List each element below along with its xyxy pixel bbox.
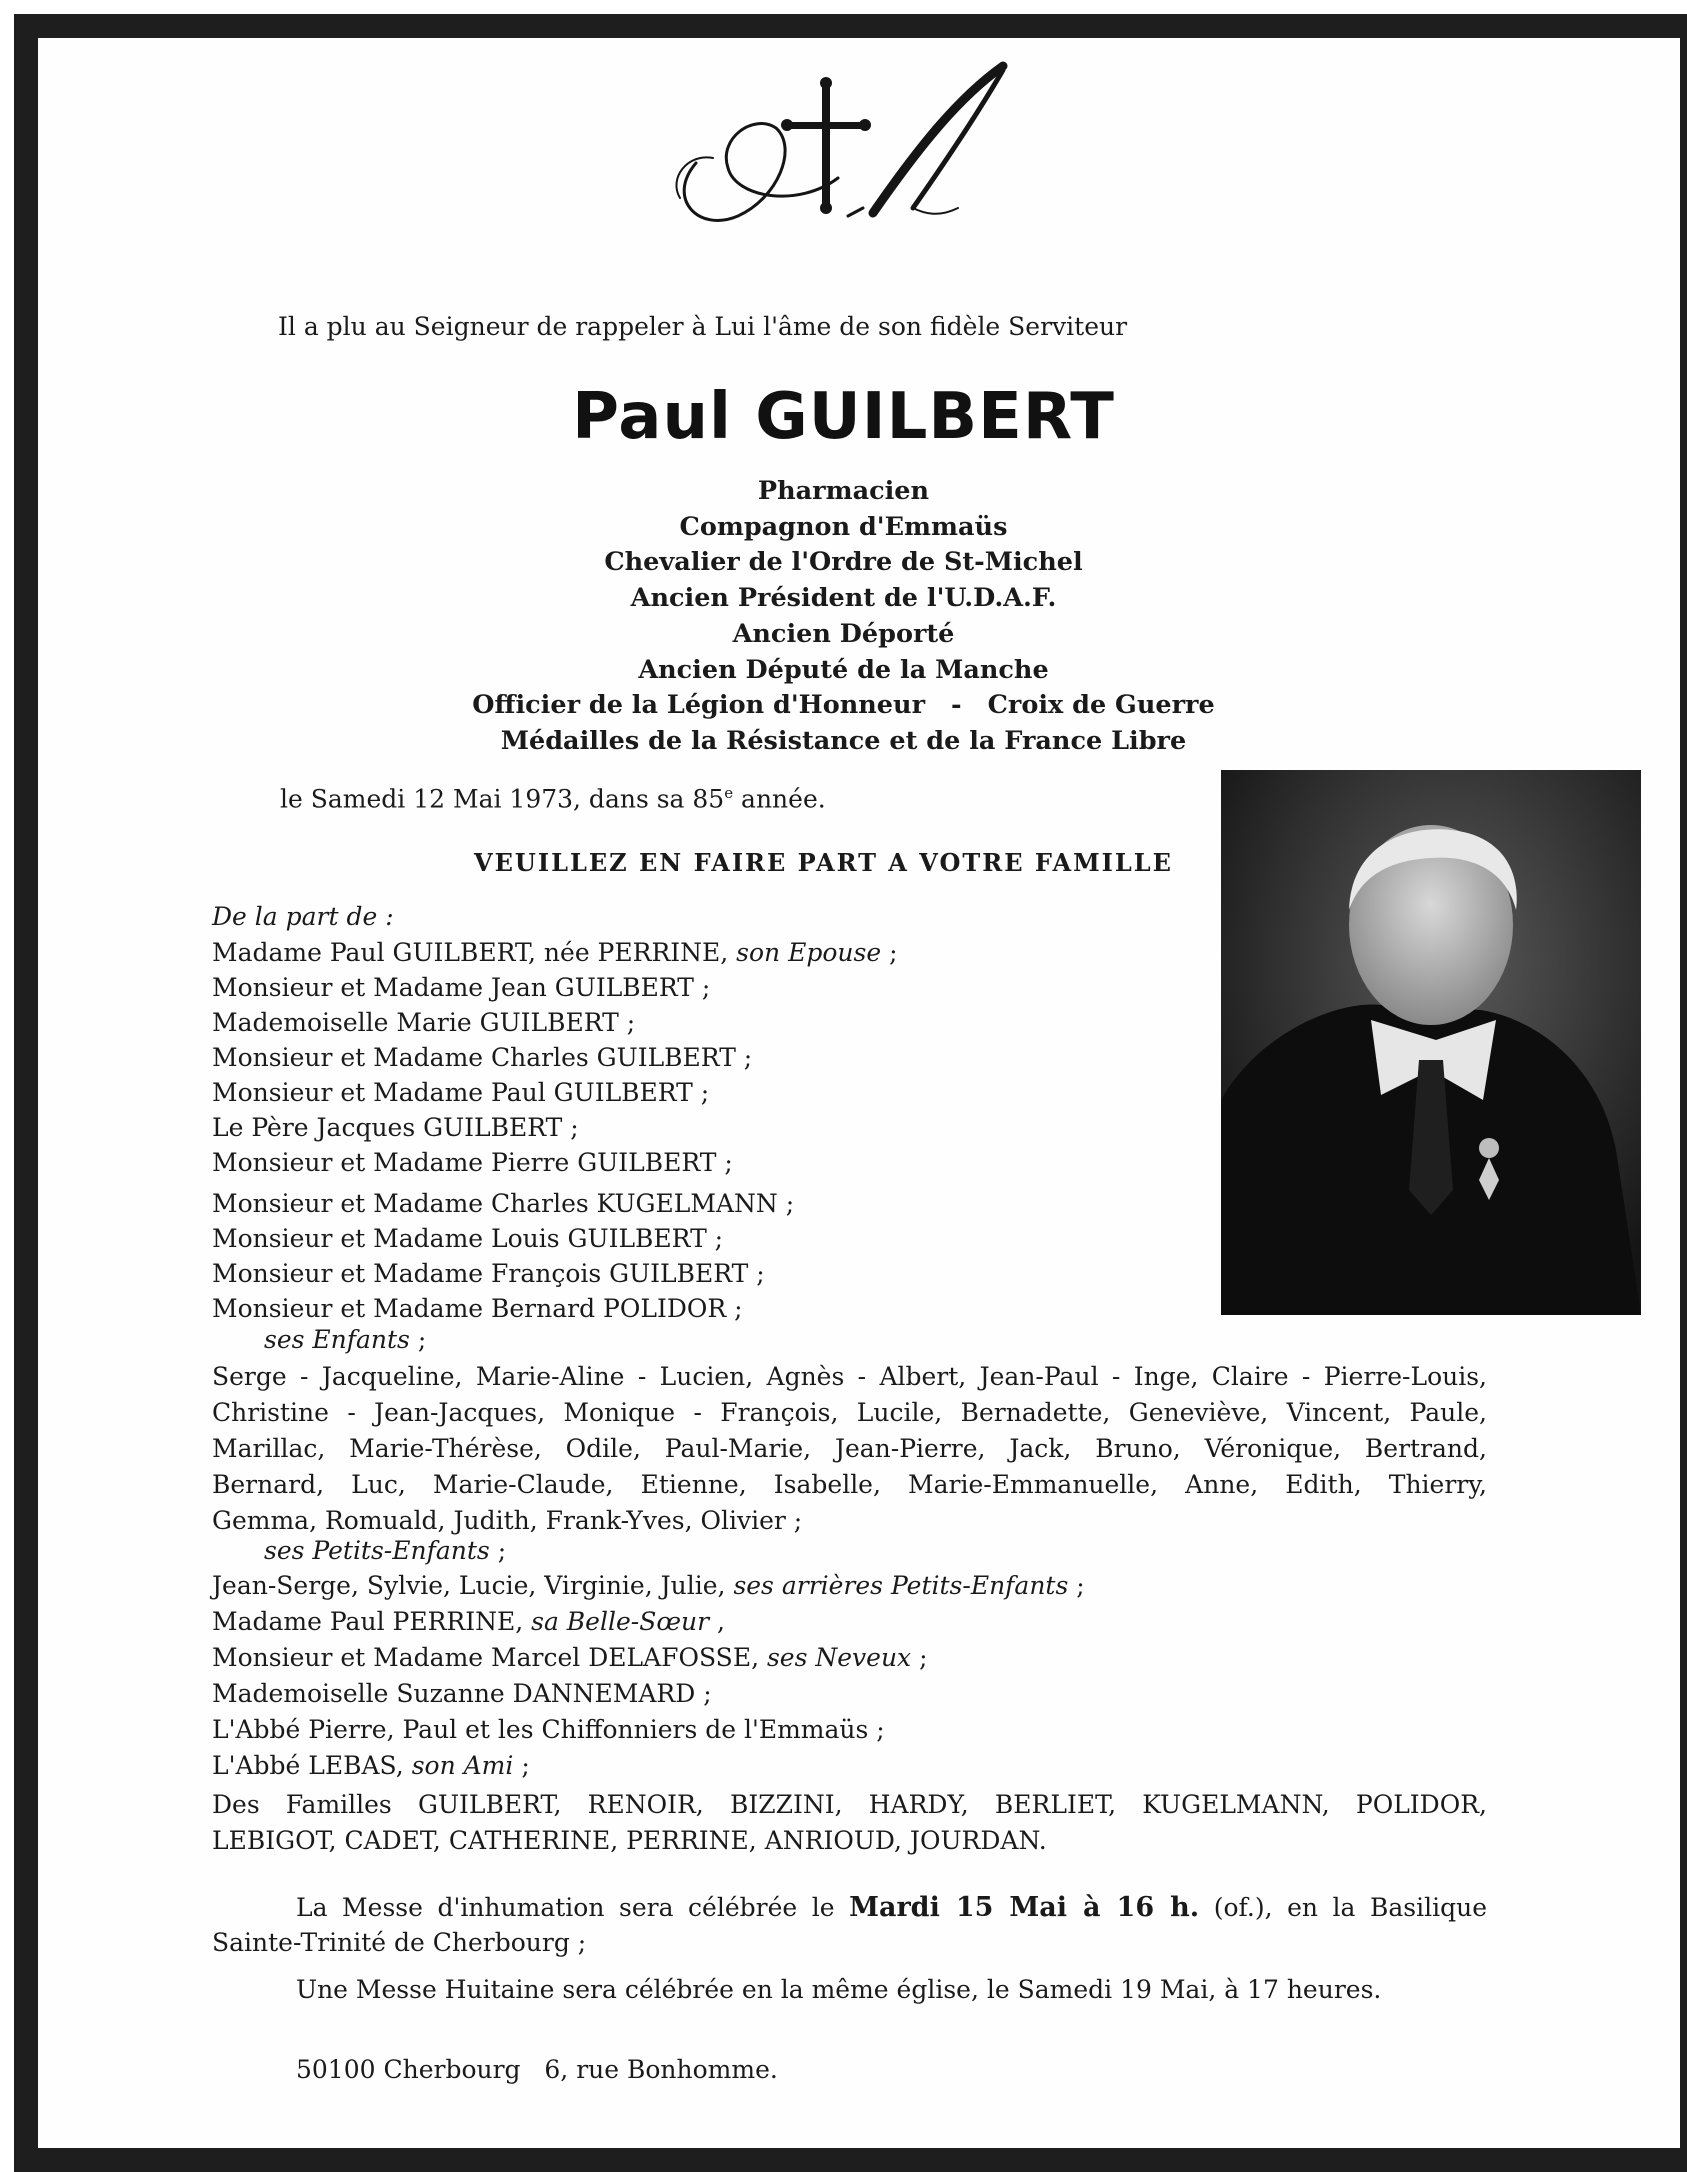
child-line: Monsieur et Madame Louis GUILBERT ; [212, 1224, 724, 1253]
child-line: Monsieur et Madame Charles GUILBERT ; [212, 1043, 753, 1072]
title-line: Ancien Député de la Manche [638, 654, 1049, 685]
title-line: Chevalier de l'Ordre de St-Michel [604, 547, 1083, 578]
huitaine-line: Une Messe Huitaine sera célébrée en la même église, le Samedi 19 Mai, à 17 heures. [296, 1975, 1382, 2004]
croix-de-guerre: Croix de Guerre [987, 690, 1215, 721]
children-label: ses Enfants ; [264, 1325, 427, 1354]
medals-line: Médailles de la Résistance et de la France Libre [500, 725, 1187, 756]
child-line: Monsieur et Madame Bernard POLIDOR ; [212, 1294, 743, 1323]
dannemard-line: Mademoiselle Suzanne DANNEMARD ; [212, 1679, 712, 1708]
cross-monogram-icon [658, 58, 1048, 238]
mass-location: Sainte-Trinité de Cherbourg ; [212, 1928, 587, 1957]
death-date: le Samedi 12 Mai 1973, dans sa 85e année. [280, 784, 826, 814]
child-line: Monsieur et Madame Jean GUILBERT ; [212, 973, 711, 1002]
grandchildren-line: Gemma, Romuald, Judith, Frank-Yves, Olivier ; [212, 1506, 803, 1535]
title-line: Pharmacien [757, 476, 930, 506]
child-line: Mademoiselle Marie GUILBERT ; [212, 1008, 636, 1037]
great-grandchildren-line: Jean-Serge, Sylvie, Lucie, Virginie, Julie, ses arrières Petits-Enfants ; [212, 1571, 1085, 1600]
address: 50100 Cherbourg 6, rue Bonhomme. [296, 2055, 778, 2084]
child-line: Monsieur et Madame Charles KUGELMANN ; [212, 1189, 795, 1218]
child-line: Monsieur et Madame Pierre GUILBERT ; [212, 1148, 733, 1177]
grandchildren-label: ses Petits-Enfants ; [264, 1536, 507, 1565]
title-line: Compagnon d'Emmaüs [679, 511, 1008, 542]
nephews-line: Monsieur et Madame Marcel DELAFOSSE, ses Neveux ; [212, 1643, 928, 1672]
title-line: Ancien Président de l'U.D.A.F. [630, 583, 1057, 614]
grandchildren-line: Marillac, Marie-Thérèse, Odile, Paul-Marie, Jean-Pierre, Jack, Bruno, Véronique, Bertrand, [212, 1434, 1487, 1463]
sister-in-law-line: Madame Paul PERRINE, sa Belle-Sœur , [212, 1607, 726, 1636]
titles-block [0, 474, 1687, 760]
grandchildren-line: Serge - Jacqueline, Marie-Aline - Lucien, Agnès - Albert, Jean-Paul - Inge, Claire - Pierre-Louis, [212, 1362, 1487, 1391]
legion-honneur: Officier de la Légion d'Honneur [472, 690, 926, 721]
from-label: De la part de : [212, 902, 394, 931]
child-line: Monsieur et Madame François GUILBERT ; [212, 1259, 765, 1288]
friend-line: L'Abbé LEBAS, son Ami ; [212, 1751, 530, 1780]
emmaus-line: L'Abbé Pierre, Paul et les Chiffonniers de l'Emmaüs ; [212, 1715, 885, 1744]
grandchildren-line: Bernard, Luc, Marie-Claude, Etienne, Isabelle, Marie-Emmanuelle, Anne, Edith, Thierry, [212, 1470, 1487, 1499]
title-line: Ancien Déporté [732, 618, 955, 649]
mass-line: La Messe d'inhumation sera célébrée le Mardi 15 Mai à 16 h. (of.), en la Basilique [296, 1892, 1488, 1923]
request-heading: VEUILLEZ EN FAIRE PART A VOTRE FAMILLE [474, 848, 1173, 877]
child-line: Le Père Jacques GUILBERT ; [212, 1113, 579, 1142]
families-line: Des Familles GUILBERT, RENOIR, BIZZINI, HARDY, BERLIET, KUGELMANN, POLIDOR, [212, 1790, 1487, 1819]
portrait-photo [1221, 770, 1641, 1315]
child-line: Monsieur et Madame Paul GUILBERT ; [212, 1078, 710, 1107]
deceased-name: Paul GUILBERT [572, 380, 1115, 454]
families-line: LEBIGOT, CADET, CATHERINE, PERRINE, ANRIOUD, JOURDAN. [212, 1826, 1047, 1855]
separator: - [951, 690, 962, 721]
wife-line: Madame Paul GUILBERT, née PERRINE, son Epouse ; [212, 938, 898, 967]
intro-sentence: Il a plu au Seigneur de rappeler à Lui l'âme de son fidèle Serviteur [278, 312, 1128, 341]
honours-line [0, 688, 1687, 724]
mass-date: Mardi 15 Mai à 16 h. [849, 1892, 1200, 1923]
grandchildren-line: Christine - Jean-Jacques, Monique - François, Lucile, Bernadette, Geneviève, Vincent, Paule, [212, 1398, 1487, 1427]
